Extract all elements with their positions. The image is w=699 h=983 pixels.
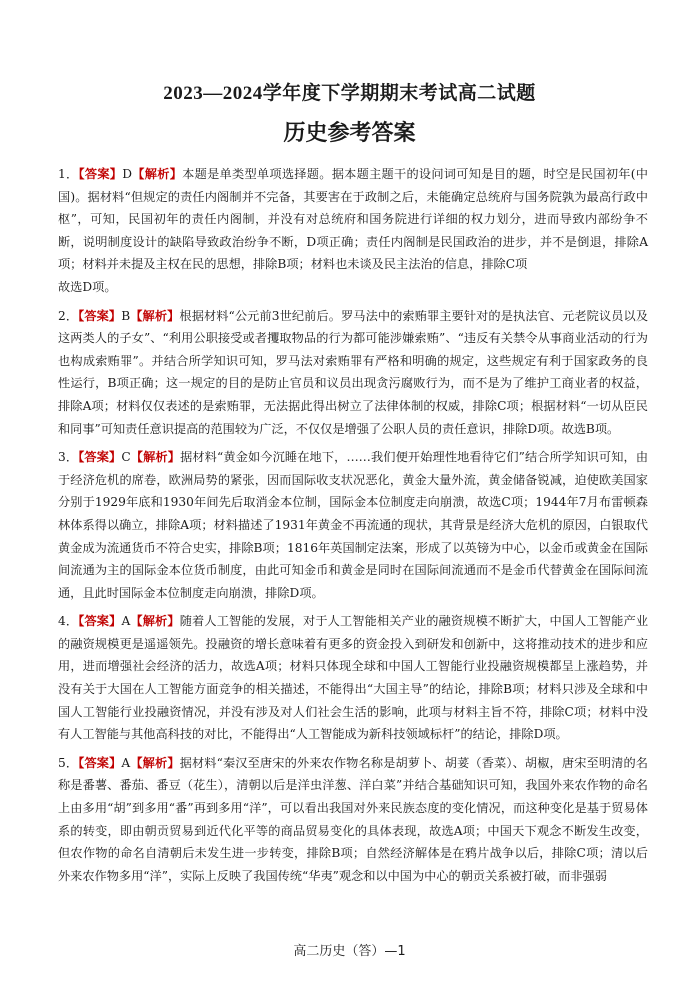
answer-item-3 bbox=[58, 446, 648, 604]
page-footer: 高二历史（答）—1 bbox=[293, 944, 406, 959]
answer-item-5 bbox=[58, 752, 648, 888]
answers-content bbox=[58, 163, 648, 893]
answer-item-1 bbox=[58, 163, 648, 299]
answer-letter: A bbox=[121, 755, 131, 770]
page-title: 2023—2024学年度下学期期末考试高二试题 bbox=[163, 83, 536, 104]
question-number: 3． bbox=[58, 450, 79, 465]
answer-letter: A bbox=[121, 614, 131, 629]
analysis-text: 本题是单类型单项选择题。据本题主题干的设问词可知是目的题，时空是民国初年(中国)。据材料“但规定的责任内阁制并不完备，其要害在于政制之后，未能确定总统府与国务院孰为最高行政中枢”，可知，民国初年的责任内阁制，并没有对总统府和国务院进行详细的权力划分，进而导致内部纷争不断，说明制度设计的缺陷导致政治纷争不断，D项正确；责任内阁制是民国政治的进步，并不是倒退，排除A项；材料并未提及主权在民的思想，排除B项；材料也未谈及民主法治的信息，排除C项 bbox=[58, 167, 648, 272]
answer-tag: 【答案】 bbox=[78, 308, 122, 323]
conclusion-text: 故选D项。 bbox=[58, 279, 117, 294]
analysis-text: 随着人工智能的发展，对于人工智能相关产业的融资规模不断扩大，中国人工智能产业的融资规模更是遥遥领先。投融资的增长意味着有更多的资金投入到研发和创新中，这将推动技术的进步和应用，进而增强社会经济的活力，故选A项；材料只体现全球和中国人工智能行业投融资规模都呈上涨趋势，并没有关于大国在人工智能方面竞争的相关描述，不能得出“大国主导”的结论，排除B项；材料只涉及全球和中国人工智能行业投融资情况，并没有涉及对人们社会生活的影响，此项与材料主旨不符，排除C项；材料中没有人工智能与其他高科技的对比，不能得出“人工智能成为新科技领域标杆”的结论，排除D项。 bbox=[58, 614, 649, 742]
analysis-tag: 【解析】 bbox=[130, 614, 180, 629]
analysis-tag: 【解析】 bbox=[132, 167, 183, 181]
analysis-tag: 【解析】 bbox=[130, 308, 180, 323]
analysis-tag: 【解析】 bbox=[130, 755, 180, 770]
analysis-text: 据材料“黄金如今沉睡在地下，……我们便开始理性地看待它们”结合所学知识可知，由于经济危机的席卷，欧洲局势的紧张，因而国际收支状况恶化，黄金大量外流，黄金储备锐减，迫使欧美国家分别于1929年底和1930年间先后取消金本位制，国际金本位制度走向崩溃，故选C项；1944年7月布雷顿森林体系得以确立，排除A项；材料描述了1931年黄金不再流通的现状，其背景是经济大危机的原因，白银取代黄金成为流通货币不符合史实，排除B项；1816年英国制定法案，形成了以英镑为中心，以金币或黄金在国际间流通为主的国际金本位货币制度，由此可知金币和黄金是同时在国际间流通而不是金币代替黄金在国际间流通，且此时国际金本位制度走向崩溃，排除D项。 bbox=[58, 450, 649, 600]
analysis-text: 据材料“秦汉至唐宋的外来农作物名称是胡萝卜、胡荽（香菜）、胡椒，唐宋至明清的名称是番薯、番茄、番豆（花生），清朝以后是洋虫洋葱、洋白菜”并结合基础知识可知，我国外来农作物的命名上由多用“胡”到多用“番”再到多用“洋”，可以看出我国对外来民族态度的变化情况，而这种变化是基于贸易体系的转变，即由朝贡贸易到近代化平等的商品贸易变化的具体表现，故选A项；中国天下观念不断发生改变，但农作物的命名自清朝后未发生进一步转变，排除B项；自然经济解体是在鸦片战争以后，排除C项；清以后外来农作物多用“洋”，实际上反映了我国传统“华夷”观念和以中国为中心的朝贡关系被打破，而非强弱 bbox=[58, 755, 648, 883]
answer-tag: 【答案】 bbox=[78, 755, 122, 770]
answer-item-4 bbox=[58, 610, 648, 746]
answer-letter: D bbox=[122, 167, 133, 181]
answer-tag: 【答案】 bbox=[78, 167, 123, 181]
answer-tag: 【答案】 bbox=[78, 614, 122, 629]
answer-letter: B bbox=[121, 308, 131, 323]
answer-tag: 【答案】 bbox=[78, 450, 122, 465]
answer-item-2 bbox=[58, 305, 648, 441]
question-number: 1． bbox=[58, 167, 79, 181]
question-number: 4． bbox=[58, 614, 79, 629]
analysis-tag: 【解析】 bbox=[130, 450, 181, 465]
analysis-text: 根据材料“公元前3世纪前后。罗马法中的索贿罪主要针对的是执法官、元老院议员以及这两类人的子女”、“利用公职接受或者攫取物品的行为都可能涉嫌索贿”、“违反有关禁令从事商业活动的行为也构成索贿罪”。并结合所学知识可知，罗马法对索贿罪有严格和明确的规定，这些规定有利于国家政务的良性运行，B项正确；这一规定的目的是防止官员和议员出现贪污腐败行为，而不是为了维护工商业者的权益，排除A项；材料仅仅表述的是索贿罪，无法据此得出树立了法律体制的权威，排除C项；根据材料“一切从臣民和同事”可知责任意识提高的范围较为广泛，不仅仅是增强了公职人员的责任意识，排除D项。故选B项。 bbox=[58, 308, 649, 436]
question-number: 2． bbox=[58, 308, 79, 323]
page-subtitle: 历史参考答案 bbox=[283, 121, 416, 146]
answer-letter: C bbox=[121, 450, 131, 465]
question-number: 5． bbox=[58, 755, 79, 770]
